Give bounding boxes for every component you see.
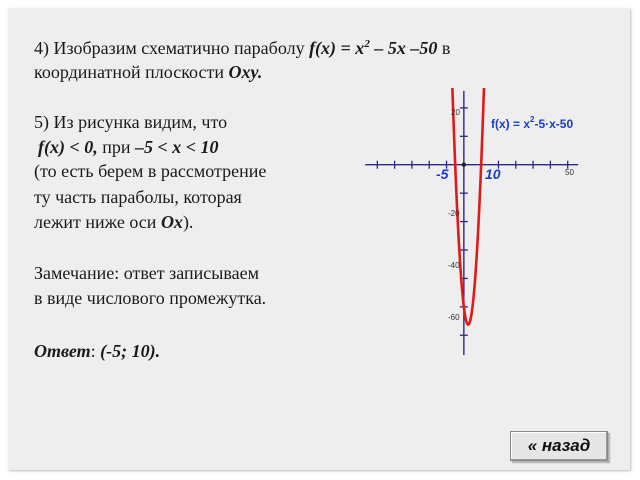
fx-label: $f(x) = x^2-5\cdot x-50$ [491,115,574,131]
root-right-label: 10 [485,166,501,182]
y-tick-label-minus40: -40 [448,261,460,270]
x-tick-label-50: 50 [565,168,574,177]
answer-label: Ответ [34,341,91,361]
step5-line5: лежит ниже оси Ox). [34,212,194,232]
step5-line3: (то есть берем в рассмотрение [34,161,267,181]
step5-line1: 5) Из рисунка видим, что [34,112,228,132]
answer-line: Ответ: (-5; 10). [34,341,161,361]
note-line2: в виде числового промежутка. [34,288,267,308]
y-tick-label-minus20: -20 [448,209,460,218]
parabola-graph [360,88,585,358]
y-tick-label-20: 20 [451,108,460,117]
parabola-curve [448,88,489,325]
root-left-label: -5 [436,166,449,182]
condition-line: f(x) < 0, при –5 < x < 10 [38,137,219,157]
note-line1: Замечание: ответ записываем [34,263,259,283]
back-button[interactable]: « назад [510,431,608,461]
answer-value: (-5; 10). [100,341,161,361]
y-tick-label-minus60: -60 [448,313,460,322]
step5-line4: ту часть параболы, которая [34,187,242,207]
step4-line2: координатной плоскости Oxy. [34,62,263,82]
step4-line1: 4) Изобразим схематично параболу $f(x) = x^2 - 5x$ –50 в [34,38,451,58]
origin-point [462,163,466,167]
